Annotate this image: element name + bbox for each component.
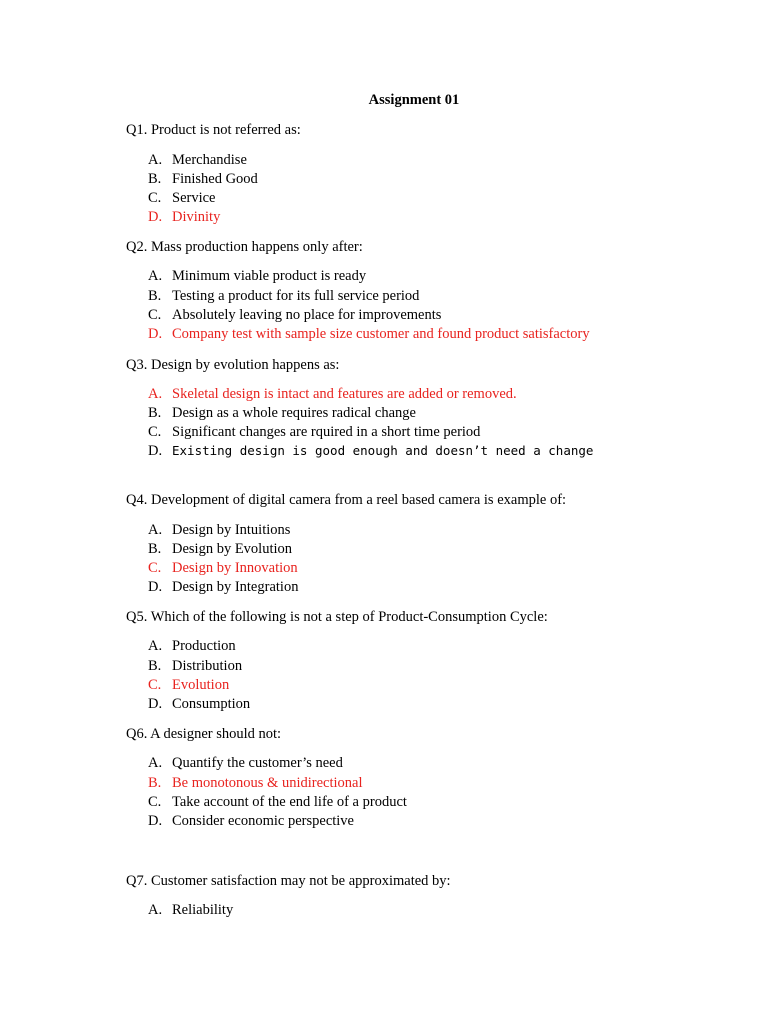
option-text: Consumption: [172, 696, 251, 712]
option-letter: B.: [148, 541, 162, 557]
question-5: Q5. Which of the following is not a step of Product-Consumption Cycle:: [126, 609, 548, 625]
q3-option-d: [148, 443, 593, 460]
option-letter: A.: [148, 902, 163, 918]
option-text: Testing a product for its full service period: [172, 288, 420, 304]
option-letter: C.: [148, 424, 162, 440]
question-7: Q7. Customer satisfaction may not be approximated by:: [126, 873, 451, 889]
q4-option-a: [148, 522, 290, 539]
q4-option-c-answer: [148, 560, 298, 577]
option-text: Design by Evolution: [172, 541, 293, 557]
option-text: Take account of the end life of a product: [172, 794, 407, 810]
page-title: Assignment 01: [368, 92, 460, 108]
option-letter: B.: [148, 405, 162, 421]
q6-option-d: [148, 813, 354, 830]
option-text: Reliability: [172, 902, 234, 918]
q1-option-d-answer: [148, 209, 220, 226]
q6-option-c: [148, 794, 407, 811]
option-text: Quantify the customer’s need: [172, 755, 343, 771]
q1-option-b: [148, 171, 258, 188]
option-text: Design by Intuitions: [172, 522, 291, 538]
q2-option-d-answer: [148, 326, 590, 343]
q5-option-d: [148, 696, 250, 713]
option-text: Production: [172, 638, 236, 654]
option-text: Service: [172, 190, 216, 206]
option-text: Company test with sample size customer and found product satisfactory: [172, 326, 590, 342]
q2-option-c: [148, 307, 441, 324]
option-text: Merchandise: [172, 152, 247, 168]
option-letter: A.: [148, 152, 163, 168]
option-text: Design by Innovation: [172, 560, 298, 576]
q3-option-c: [148, 424, 480, 441]
q2-option-b: [148, 288, 419, 305]
q5-option-c-answer: [148, 677, 229, 694]
question-3: Q3. Design by evolution happens as:: [126, 357, 340, 373]
question-1: Q1. Product is not referred as:: [126, 122, 301, 138]
option-letter: B.: [148, 775, 162, 791]
option-letter: A.: [148, 522, 163, 538]
option-letter: D.: [148, 579, 163, 595]
option-text: Design by Integration: [172, 579, 299, 595]
option-letter: B.: [148, 288, 162, 304]
option-letter: D.: [148, 443, 163, 459]
option-letter: D.: [148, 813, 163, 829]
option-text: Minimum viable product is ready: [172, 268, 367, 284]
q6-option-b-answer: [148, 775, 363, 792]
q3-option-a-answer: [148, 386, 517, 403]
option-letter: D.: [148, 209, 163, 225]
option-letter: A.: [148, 638, 163, 654]
option-text: Finished Good: [172, 171, 258, 187]
option-letter: D.: [148, 326, 163, 342]
option-letter: A.: [148, 268, 163, 284]
option-text: Absolutely leaving no place for improvements: [172, 307, 442, 323]
q6-option-a: [148, 755, 343, 772]
option-letter: C.: [148, 307, 162, 323]
q1-option-a: [148, 152, 247, 169]
q7-option-a: [148, 902, 233, 919]
option-letter: A.: [148, 755, 163, 771]
option-text: Significant changes are rquired in a short time period: [172, 424, 481, 440]
option-letter: C.: [148, 560, 162, 576]
question-6: Q6. A designer should not:: [126, 726, 282, 742]
option-letter: C.: [148, 794, 162, 810]
q5-option-b: [148, 658, 242, 675]
option-letter: B.: [148, 658, 162, 674]
q3-option-b: [148, 405, 416, 422]
option-text: Divinity: [172, 209, 221, 225]
option-text: Evolution: [172, 677, 230, 693]
option-text: Existing design is good enough and doesn’t need a change: [172, 443, 594, 458]
option-text: Be monotonous & unidirectional: [172, 775, 363, 791]
option-letter: C.: [148, 677, 162, 693]
option-text: Consider economic perspective: [172, 813, 354, 829]
question-2: Q2. Mass production happens only after:: [126, 239, 363, 255]
option-text: Design as a whole requires radical change: [172, 405, 416, 421]
option-text: Distribution: [172, 658, 243, 674]
q5-option-a: [148, 638, 236, 655]
q4-option-b: [148, 541, 292, 558]
q4-option-d: [148, 579, 298, 596]
option-text: Skeletal design is intact and features are added or removed.: [172, 386, 517, 402]
option-letter: C.: [148, 190, 162, 206]
q2-option-a: [148, 268, 366, 285]
option-letter: B.: [148, 171, 162, 187]
q1-option-c: [148, 190, 215, 207]
question-4: Q4. Development of digital camera from a reel based camera is example of:: [126, 492, 567, 508]
option-letter: D.: [148, 696, 163, 712]
option-letter: A.: [148, 386, 163, 402]
